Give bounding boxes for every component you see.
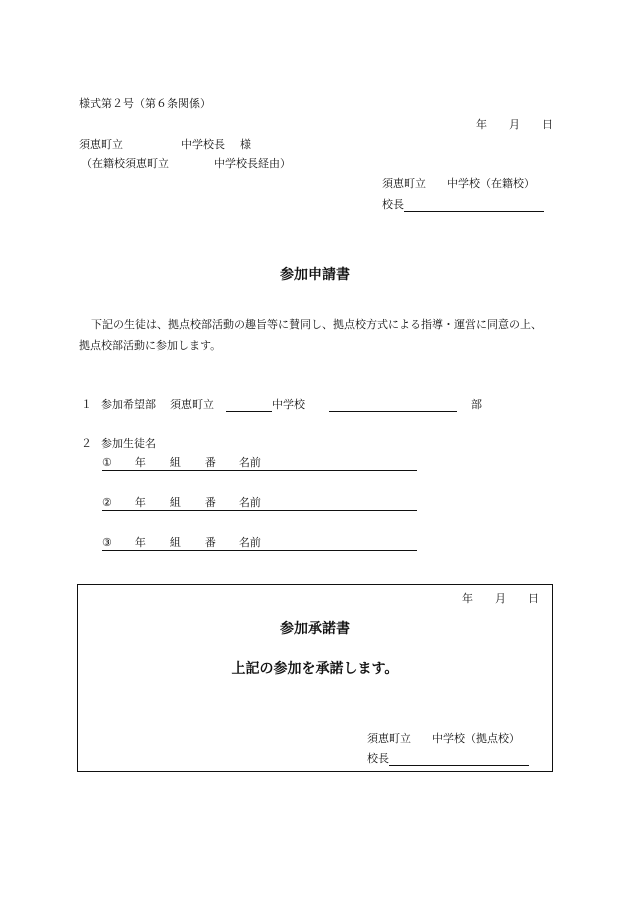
row-mark: ③ xyxy=(102,536,112,549)
row-class: 組 xyxy=(169,496,181,509)
item-1-town: 須恵町立 xyxy=(170,398,214,411)
date-day: 日 xyxy=(542,118,553,131)
approval-principal-line xyxy=(367,752,529,766)
sender-line xyxy=(382,177,535,191)
item-1-number: １ xyxy=(81,398,92,411)
row-mark: ② xyxy=(102,496,112,509)
page-title: 参加申請書 xyxy=(280,267,350,283)
sender-town: 須恵町立 xyxy=(382,177,426,190)
item-1 xyxy=(81,398,482,412)
approval-signature-line xyxy=(389,753,529,766)
row-number: 番 xyxy=(204,496,216,509)
approval-statement: 上記の参加を承諾します。 xyxy=(231,661,399,677)
sender-principal: 校長 xyxy=(382,198,404,211)
item-2-label: 参加生徒名 xyxy=(101,437,156,450)
sender-school: 中学校（在籍校） xyxy=(447,177,535,190)
addressee-honorific: 様 xyxy=(240,138,251,151)
via-line xyxy=(81,157,291,171)
approval-date xyxy=(462,592,539,606)
student-row-2 xyxy=(102,496,417,511)
addressee-town: 須恵町立 xyxy=(79,138,123,151)
row-number: 番 xyxy=(204,536,216,549)
student-row-3 xyxy=(102,536,417,551)
school-name-blank xyxy=(226,399,272,412)
date-top xyxy=(476,118,553,132)
row-class: 組 xyxy=(169,456,181,469)
approval-town: 須恵町立 xyxy=(367,732,411,745)
approval-title: 参加承諾書 xyxy=(280,621,350,637)
sender-signature-line xyxy=(404,199,544,212)
row-name-label: 名前 xyxy=(238,456,261,469)
form-number: 様式第２号（第６条関係） xyxy=(79,97,211,110)
row-number: 番 xyxy=(204,456,216,469)
sender-principal-line xyxy=(382,198,544,212)
via-open: （在籍校須恵町立 xyxy=(81,157,169,170)
row-mark: ① xyxy=(102,456,112,469)
row-class: 組 xyxy=(169,536,181,549)
approval-date-year: 年 xyxy=(462,592,473,605)
item-1-school: 中学校 xyxy=(272,398,305,411)
item-2 xyxy=(81,437,156,451)
row-year: 年 xyxy=(134,496,146,509)
approval-school-line xyxy=(367,732,520,746)
date-year: 年 xyxy=(476,118,487,131)
row-name-label: 名前 xyxy=(238,496,261,509)
body-line-2: 拠点校部活動に参加します。 xyxy=(79,339,222,352)
item-1-club: 部 xyxy=(471,398,482,411)
row-year: 年 xyxy=(134,456,146,469)
approval-school: 中学校（拠点校） xyxy=(432,732,520,745)
item-2-number: ２ xyxy=(81,437,92,450)
date-month: 月 xyxy=(509,118,520,131)
row-year: 年 xyxy=(134,536,146,549)
approval-date-month: 月 xyxy=(495,592,506,605)
approval-principal: 校長 xyxy=(367,752,389,765)
item-1-label: 参加希望部 xyxy=(101,398,156,411)
via-close: 中学校長経由） xyxy=(214,157,291,170)
addressee-line xyxy=(79,138,251,152)
addressee-principal: 中学校長 xyxy=(181,138,225,151)
student-row-1 xyxy=(102,456,417,471)
row-name-label: 名前 xyxy=(238,536,261,549)
club-name-blank xyxy=(329,399,457,412)
approval-date-day: 日 xyxy=(528,592,539,605)
body-line-1: 下記の生徒は、拠点校部活動の趣旨等に賛同し、拠点校方式による指導・運営に同意の上、 xyxy=(91,318,542,331)
